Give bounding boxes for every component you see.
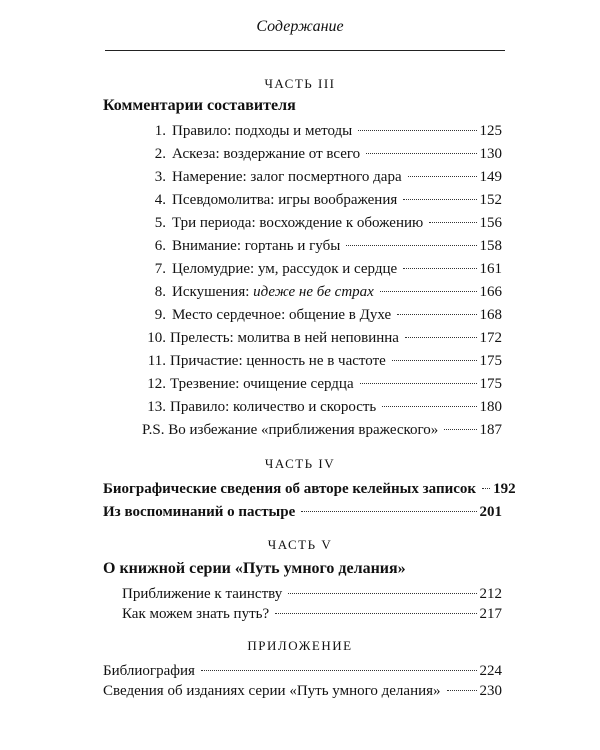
toc-entry[interactable]	[147, 144, 502, 164]
entry-title: Три периода: восхождение к обожению	[172, 215, 424, 231]
entry-title: Приближение к таинству	[122, 586, 283, 602]
dot-leader	[288, 592, 476, 594]
entry-title: Правило: количество и скорость	[170, 399, 377, 415]
entry-title: Внимание: гортань и губы	[172, 238, 341, 254]
dot-leader	[201, 669, 477, 671]
toc-entry[interactable]	[141, 397, 502, 417]
entry-title: Сведения об изданиях серии «Путь умного делания»	[103, 683, 441, 699]
section-heading: О книжной серии «Путь умного делания»	[103, 560, 406, 577]
entry-number: 9.	[154, 307, 166, 323]
dot-leader	[397, 313, 476, 315]
dot-leader	[358, 129, 476, 131]
dot-leader	[301, 510, 476, 512]
entry-page: 152	[479, 192, 502, 208]
entry-title: Правило: подходы и методы	[172, 123, 353, 139]
toc-entry[interactable]	[141, 328, 502, 348]
toc-entry[interactable]	[103, 502, 502, 522]
entry-number: 8.	[154, 284, 166, 300]
entry-title: Псевдомолитва: игры воображения	[172, 192, 398, 208]
dot-leader	[382, 405, 476, 407]
entry-title: Прелесть: молитва в ней неповинна	[170, 330, 399, 346]
entry-page: 175	[479, 353, 502, 369]
dot-leader	[346, 244, 476, 246]
entry-title: P.S. Во избежание «приближения вражеского»	[142, 422, 439, 438]
toc-entry[interactable]	[103, 661, 502, 681]
toc-entry[interactable]	[147, 121, 502, 141]
dot-leader	[444, 428, 476, 430]
entry-title: Место сердечное: общение в Духе	[172, 307, 392, 323]
entry-page: 130	[479, 146, 502, 162]
entry-number: 3.	[154, 169, 166, 185]
entry-number: 11.	[147, 353, 166, 369]
dot-leader	[366, 152, 476, 154]
dot-leader	[447, 689, 477, 691]
toc-entry[interactable]	[147, 236, 502, 256]
dot-leader	[403, 267, 476, 269]
entry-title: Аскеза: воздержание от всего	[172, 146, 361, 162]
entry-title-plain: Искушения:	[172, 284, 254, 300]
entry-page: 158	[479, 238, 502, 254]
entry-title: Из воспоминаний о пастыре	[103, 504, 296, 520]
entry-page: 187	[479, 422, 502, 438]
toc-entry[interactable]	[147, 190, 502, 210]
section-heading: Комментарии составителя	[103, 97, 296, 114]
entry-number: 13.	[147, 399, 166, 415]
entry-title: Библиография	[103, 663, 195, 679]
entry-title: Причастие: ценность не в частоте	[170, 353, 386, 369]
entry-page: 168	[479, 307, 502, 323]
part-heading: ПРИЛОЖЕНИЕ	[247, 638, 353, 653]
dot-leader	[360, 382, 477, 384]
entry-page: 125	[479, 123, 502, 139]
toc-entry[interactable]	[141, 374, 502, 394]
entry-page: 156	[479, 215, 502, 231]
entry-number: 1.	[154, 123, 166, 139]
entry-page: 230	[479, 683, 502, 699]
dot-leader	[392, 359, 477, 361]
dot-leader	[482, 487, 490, 489]
toc-entry[interactable]	[103, 479, 516, 499]
dot-leader	[405, 336, 477, 338]
part-heading: ЧАСТЬ IV	[264, 456, 336, 471]
entry-title	[172, 282, 374, 302]
entry-number: 7.	[154, 261, 166, 277]
entry-page: 149	[479, 169, 502, 185]
toc-entry[interactable]	[141, 351, 502, 371]
part-heading: ЧАСТЬ III	[264, 76, 336, 91]
toc-entry[interactable]	[122, 604, 502, 624]
entry-title: Трезвение: очищение сердца	[170, 376, 354, 392]
entry-title: Целомудрие: ум, рассудок и сердце	[172, 261, 398, 277]
entry-page: 224	[479, 663, 502, 679]
entry-title-italic: идеже не бе страх	[253, 284, 374, 300]
entry-number: 12.	[147, 376, 166, 392]
entry-page: 175	[479, 376, 502, 392]
toc-entry[interactable]	[147, 305, 502, 325]
entry-page: 192	[493, 481, 516, 497]
entry-number: 5.	[154, 215, 166, 231]
running-title: Содержание	[256, 18, 344, 35]
entry-title: Как можем знать путь?	[122, 606, 270, 622]
toc-entry[interactable]	[103, 681, 502, 701]
entry-page: 166	[479, 284, 502, 300]
dot-leader	[275, 612, 476, 614]
toc-entry[interactable]	[147, 259, 502, 279]
entry-number: 2.	[154, 146, 166, 162]
part-heading: ЧАСТЬ V	[267, 537, 333, 552]
entry-title: Биографические сведения об авторе келейных записок	[103, 481, 477, 497]
dot-leader	[408, 175, 477, 177]
entry-page: 201	[479, 504, 502, 520]
toc-entry[interactable]	[147, 282, 502, 302]
toc-entry[interactable]	[147, 167, 502, 187]
entry-number: 4.	[154, 192, 166, 208]
entry-page: 172	[479, 330, 502, 346]
entry-page: 212	[479, 586, 502, 602]
dot-leader	[380, 290, 477, 292]
entry-title: Намерение: залог посмертного дара	[172, 169, 402, 185]
dot-leader	[429, 221, 476, 223]
entry-page: 161	[479, 261, 502, 277]
header-rule	[105, 50, 505, 51]
entry-number: 10.	[147, 330, 166, 346]
toc-entry[interactable]	[147, 213, 502, 233]
toc-entry[interactable]	[122, 584, 502, 604]
toc-entry[interactable]	[142, 420, 502, 440]
entry-page: 217	[479, 606, 502, 622]
entry-number: 6.	[154, 238, 166, 254]
entry-page: 180	[479, 399, 502, 415]
dot-leader	[403, 198, 476, 200]
